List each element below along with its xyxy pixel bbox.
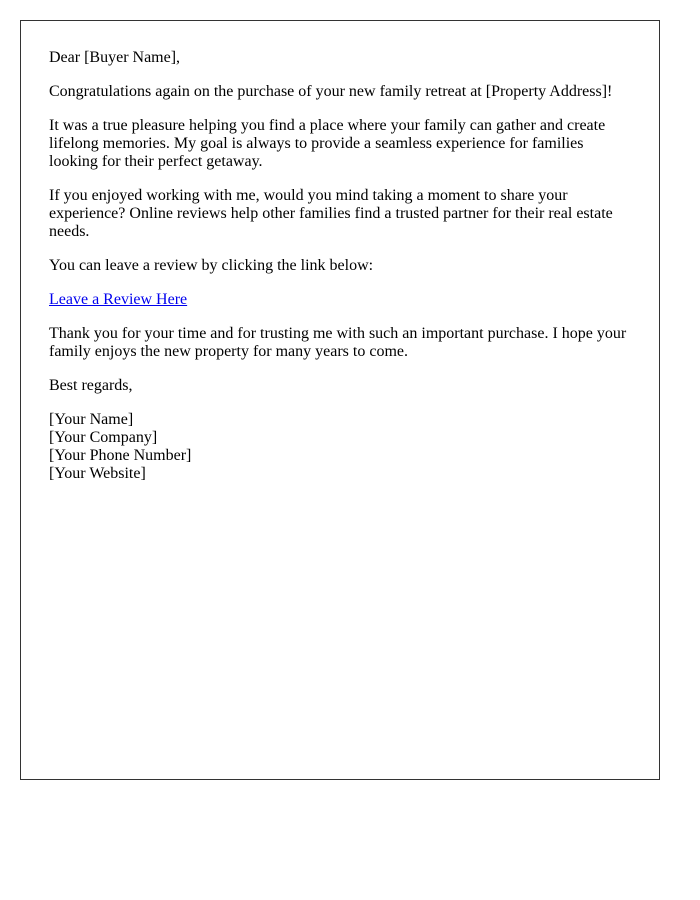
paragraph-review-request: If you enjoyed working with me, would you mind taking a moment to share your experience? Online reviews help other families find a trusted partner for their real estate needs. [49,187,613,240]
paragraph-pleasure: It was a true pleasure helping you find a place where your family can gather and create lifelong memories. My goal is always to provide a seamless experience for families looking for their perfect getaway. [49,117,606,170]
paragraph-link-intro: You can leave a review by clicking the link below: [49,257,374,274]
signature-phone: [Your Phone Number] [49,447,192,464]
review-link-wrapper [49,291,631,309]
signature-website: [Your Website] [49,465,146,482]
letter-container [20,20,660,780]
greeting: Dear [Buyer Name], [49,49,181,66]
signature-block [49,411,631,483]
paragraph-thank-you: Thank you for your time and for trusting me with such an important purchase. I hope your family enjoys the new property for many years to come. [49,325,627,360]
signature-company: [Your Company] [49,429,158,446]
paragraph-congratulations: Congratulations again on the purchase of your new family retreat at [Property Address]! [49,83,613,100]
review-link[interactable]: Leave a Review Here [49,291,188,308]
signature-name: [Your Name] [49,411,134,428]
sign-off: Best regards, [49,377,133,394]
